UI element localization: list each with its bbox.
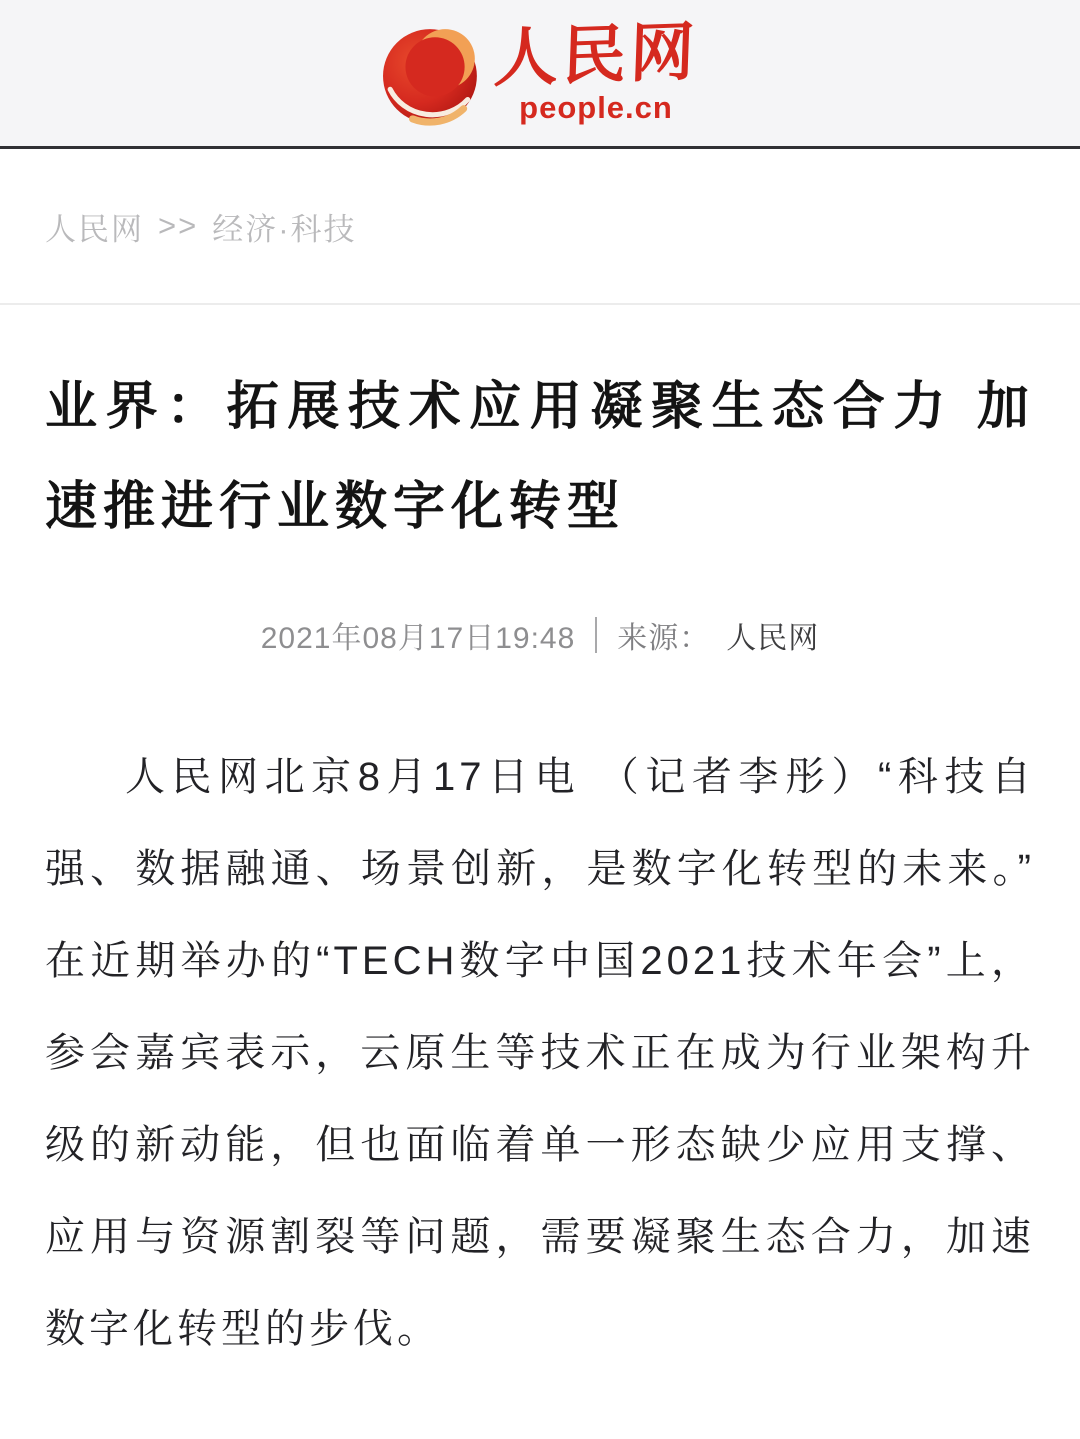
people-cn-swirl-icon bbox=[382, 20, 484, 126]
publish-date: 2021年08月17日19:48 bbox=[260, 622, 576, 655]
meta-separator bbox=[595, 617, 597, 653]
breadcrumb-section-link[interactable]: 经济·科技 bbox=[212, 211, 357, 247]
article-container bbox=[0, 357, 1080, 1375]
people-cn-logo[interactable] bbox=[382, 15, 700, 126]
source-link[interactable]: 人民网 bbox=[726, 622, 820, 655]
article-paragraph: 人民网北京8月17日电 （记者李彤）“科技自强、数据融通、场景创新，是数字化转型的未来。”在近期举办的“TECH数字中国2021技术年会”上，参会嘉宾表示，云原生等技术正在成为行业架构升级的新动能，但也面临着单一形态缺少应用支撑、应用与资源割裂等问题，需要凝聚生态合力，加速数字化转型的步伐。 bbox=[45, 755, 1035, 1351]
breadcrumb-separator: >> bbox=[158, 208, 199, 243]
logo-text-block bbox=[492, 15, 700, 125]
page-title: 业界：拓展技术应用凝聚生态合力 加速推进行业数字化转型 bbox=[45, 378, 1035, 536]
logo-cn-text: 人民网 bbox=[492, 15, 700, 95]
article-meta bbox=[45, 613, 1035, 657]
source-label: 来源： bbox=[617, 622, 711, 655]
site-header bbox=[0, 0, 1080, 149]
breadcrumb-site-link[interactable]: 人民网 bbox=[45, 211, 144, 247]
breadcrumb bbox=[0, 149, 1080, 305]
logo-en-text: people.cn bbox=[519, 89, 673, 125]
